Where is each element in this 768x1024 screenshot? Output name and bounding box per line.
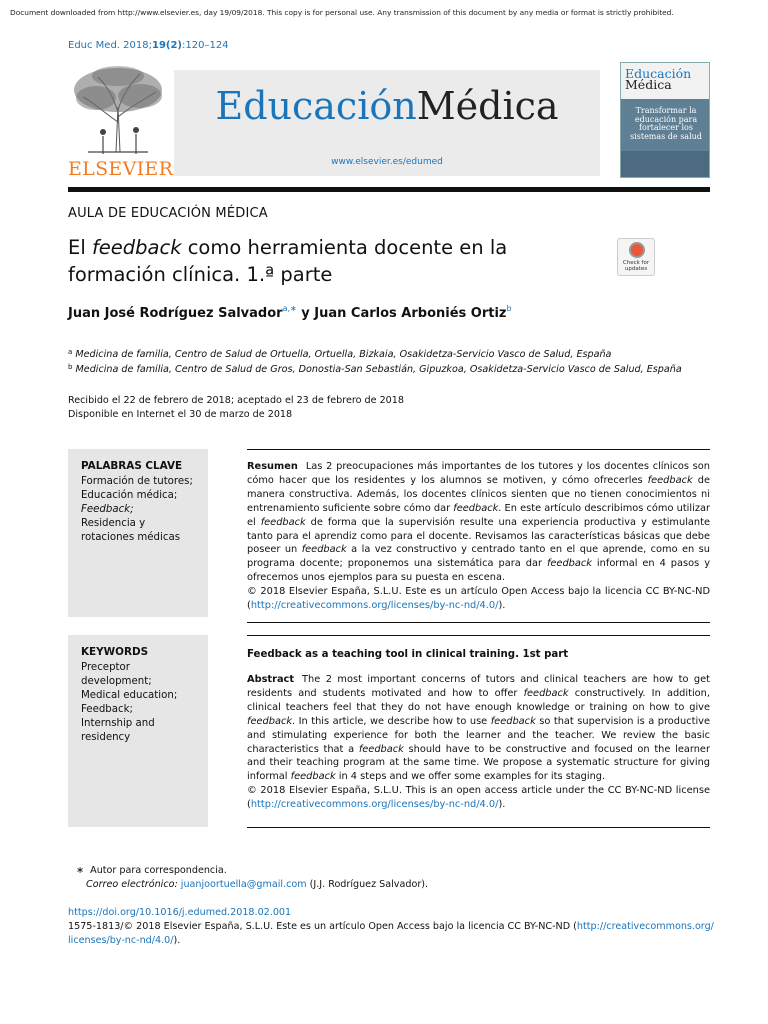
journal-banner (174, 70, 600, 176)
download-notice: Document downloaded from http://www.elsevier.es, day 19/09/2018. This copy is for personal use. Any transmission of this document by any media or format is strictly prohibited. (10, 8, 674, 17)
keywords-en-heading: KEYWORDS (81, 646, 149, 658)
footnote-correspondence: ∗ Autor para correspondencia. (76, 865, 227, 876)
abstract-text: Abstract The 2 most important concerns of tutors and clinical teachers are how to get residents and students motivated and how to offer feedback constructively. In addition, clinical teachers feel that they do not have enough knowledge or training on how to give feedback. In this article, we describe how to use feedback so that supervision is a productive and stimulating experience for both the learner and the teacher. We review the basic characteristics that a feedback should have to be constructive and focused on the learner and their teaching program at the same time. We propose a systematic structure for giving informal feedback in 4 steps and we offer some examples for its staging. © 2018 Elsevier España, S.L.U. This is an open access article under the CC BY-NC-ND license (http://creativecommons.org/licenses/by-nc-nd/4.0/). (247, 674, 711, 811)
affiliation-a: $^a$ Medicina de familia, Centro de Salud de Ortuella, Ortuella, Bizkaia, Osakidetza-Servicio Vasco de Salud, España (68, 348, 612, 360)
keyword-item: Feedback; (81, 504, 134, 515)
affiliation-link-b[interactable]: b (506, 304, 512, 313)
keyword-item: Educación médica; (81, 490, 178, 501)
author-list: Juan José Rodríguez Salvador$^{a,∗}$ y Juan Carlos Arboniés Ortiz$^b$ (68, 304, 512, 321)
keyword-item: Residencia y rotaciones médicas (81, 518, 181, 543)
abstract-top-rule (247, 635, 710, 636)
keyword-item: Preceptor development; (81, 662, 152, 687)
header-rule (68, 187, 710, 192)
journal-masthead (68, 62, 710, 182)
affiliation-b: $^b$ Medicina de familia, Centro de Salud de Gros, Donostia-San Sebastián, Gipuzkoa, Osakidetza-Servicio Vasco de Salud, España (68, 363, 682, 375)
resumen-bottom-rule (247, 622, 710, 623)
journal-title: EducaciónMédica (215, 84, 559, 128)
license-link-footer[interactable]: http://creativecommons.org/ (576, 921, 714, 932)
license-link-en[interactable]: http://creativecommons.org/licenses/by-nc-nd/4.0/ (250, 799, 499, 811)
article-dates: Recibido el 22 de febrero de 2018; aceptado el 23 de febrero de 2018 Disponible en Internet el 30 de marzo de 2018 (68, 395, 404, 420)
cover-title: Educación Médica (625, 66, 692, 92)
journal-citation[interactable]: Educ Med. 2018;19(2):120–124 (68, 40, 229, 51)
cover-subtitle: Transformar la educación para fortalecer los sistemas de salud (630, 106, 702, 141)
keywords-es-box (68, 449, 208, 617)
journal-url-link[interactable]: www.elsevier.es/edumed (331, 157, 443, 167)
footnote-email: Correo electrónico: juanjoortuella@gmail.com (J.J. Rodríguez Salvador). (86, 879, 429, 890)
issn-license-line: 1575-1813/© 2018 Elsevier España, S.L.U. Este es un artículo Open Access bajo la licencia CC BY-NC-ND (http://creativecommons.org/ (68, 921, 714, 932)
license-link-es[interactable]: http://creativecommons.org/licenses/by-nc-nd/4.0/ (250, 600, 499, 612)
elsevier-logo[interactable] (68, 62, 174, 180)
doi-link[interactable]: https://doi.org/10.1016/j.edumed.2018.02.001 (68, 907, 292, 918)
crossmark-icon (629, 242, 645, 258)
keyword-item: Medical education; (81, 690, 178, 701)
section-label: AULA DE EDUCACIÓN MÉDICA (68, 206, 268, 221)
tree-of-knowledge-icon (68, 62, 168, 156)
elsevier-wordmark: ELSEVIER (68, 158, 174, 180)
keyword-item: Internship and residency (81, 718, 155, 743)
affiliation-link-a[interactable]: a,∗ (282, 304, 297, 313)
resumen-top-rule (247, 449, 710, 450)
keyword-item: Formación de tutores; (81, 476, 193, 487)
journal-cover-thumbnail[interactable] (620, 62, 710, 178)
keywords-en-box (68, 635, 208, 827)
article-title: El feedback como herramienta docente en la formación clínica. 1.ª parte (68, 236, 508, 286)
abstract-bottom-rule (247, 827, 710, 828)
license-link-footer-2[interactable]: licenses/by-nc-nd/4.0/ (68, 935, 174, 946)
resumen-text: Resumen Las 2 preocupaciones más importantes de los tutores y los docentes clínicos son cómo hacer que los residentes y los alumnos se motiven, y cómo ofrecerles feedback de manera constructiva. Además, los docentes clínicos sienten que no tienen conocimientos ni entrenamiento suficiente sobre cómo dar feedback. En este artículo describimos cómo utilizar el feedback de forma que la supervisión resulte una experiencia productiva y estimulante tanto para el aprendiz como para el docente. Revisamos las características básicas que debe poseer un feedback a la vez constructivo y centrado tanto en el que aprende, como en su programa docente; proponemos una sistemática para dar feedback informal en 4 pasos y ofrecemos unos ejemplos para su puesta en escena. © 2018 Elsevier España, S.L.U. Este es un artículo Open Access bajo la licencia CC BY-NC-ND (http://creativecommons.org/licenses/by-nc-nd/4.0/). (247, 461, 711, 612)
keyword-item: Feedback; (81, 704, 133, 715)
english-title: Feedback as a teaching tool in clinical training. 1st part (247, 649, 569, 660)
email-link[interactable]: juanjoortuella@gmail.com (180, 879, 307, 890)
check-for-updates-button[interactable]: Check for updates (617, 238, 655, 276)
issn-license-line-2: licenses/by-nc-nd/4.0/). (68, 935, 181, 946)
keywords-es-heading: PALABRAS CLAVE (81, 460, 183, 472)
